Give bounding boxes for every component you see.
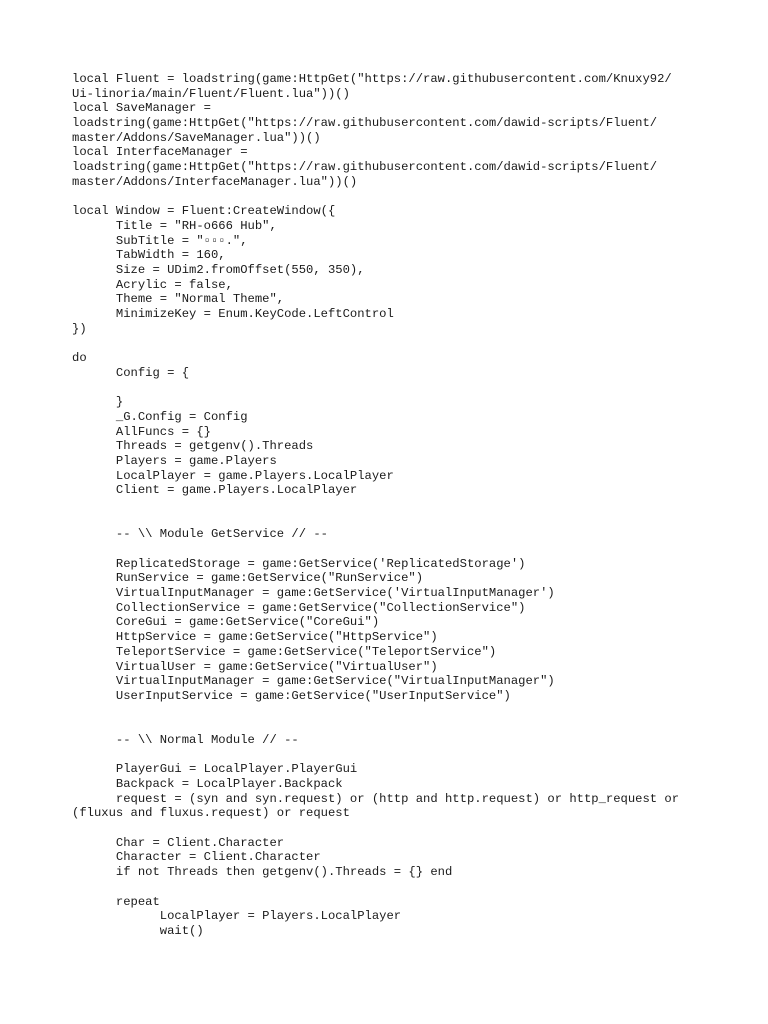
code-line: master/Addons/SaveManager.lua"))() xyxy=(72,130,321,145)
code-line: local Window = Fluent:CreateWindow({ xyxy=(72,204,336,219)
code-line: UserInputService = game:GetService("UserInputService") xyxy=(72,688,511,703)
code-line: Config = { xyxy=(72,365,190,380)
code-line: Size = UDim2.fromOffset(550, 350), xyxy=(72,262,365,277)
code-line: request = (syn and syn.request) or (http and http.request) or http_request or xyxy=(72,791,680,806)
code-line: LocalPlayer = game.Players.LocalPlayer xyxy=(72,468,394,483)
code-line xyxy=(72,542,732,557)
code-line xyxy=(72,336,732,351)
code-line: ReplicatedStorage = game:GetService('ReplicatedStorage') xyxy=(72,556,526,571)
code-line: Players = game.Players xyxy=(72,453,277,468)
code-line: Char = Client.Character xyxy=(72,835,285,850)
code-line: PlayerGui = LocalPlayer.PlayerGui xyxy=(72,762,358,777)
code-line: } xyxy=(72,395,124,410)
code-line xyxy=(72,704,732,719)
code-line: local Fluent = loadstring(game:HttpGet("https://raw.githubusercontent.com/Knuxy92/ xyxy=(72,72,672,86)
code-line: VirtualUser = game:GetService("VirtualUser") xyxy=(72,659,438,674)
code-line: repeat xyxy=(72,894,160,909)
code-line: }) xyxy=(72,321,87,336)
code-line: TabWidth = 160, xyxy=(72,248,226,263)
code-line: local SaveManager = xyxy=(72,101,211,116)
code-line xyxy=(72,821,732,836)
code-line: do xyxy=(72,351,87,366)
code-line: loadstring(game:HttpGet("https://raw.githubusercontent.com/dawid-scripts/Fluent/ xyxy=(72,160,658,175)
code-line: (fluxus and fluxus.request) or request xyxy=(72,806,350,821)
code-listing xyxy=(72,72,732,939)
code-line: AllFuncs = {} xyxy=(72,424,211,439)
code-line: MinimizeKey = Enum.KeyCode.LeftControl xyxy=(72,307,394,321)
code-line: Theme = "Normal Theme", xyxy=(72,292,285,307)
code-line: SubTitle = "▫▫▫.", xyxy=(72,233,248,248)
code-line: wait() xyxy=(72,923,204,938)
code-line: Client = game.Players.LocalPlayer xyxy=(72,483,358,498)
code-line: Backpack = LocalPlayer.Backpack xyxy=(72,777,343,791)
code-line: TeleportService = game:GetService("TeleportService") xyxy=(72,644,497,659)
code-line xyxy=(72,498,732,513)
code-line: LocalPlayer = Players.LocalPlayer xyxy=(72,909,402,924)
code-line xyxy=(72,718,732,733)
code-line xyxy=(72,380,732,395)
code-line: HttpService = game:GetService("HttpService") xyxy=(72,630,438,645)
code-line: VirtualInputManager = game:GetService('VirtualInputManager') xyxy=(72,586,555,601)
code-line: Acrylic = false, xyxy=(72,277,233,292)
code-line: CollectionService = game:GetService("CollectionService") xyxy=(72,600,526,615)
code-line: _G.Config = Config xyxy=(72,409,248,424)
code-line xyxy=(72,190,732,205)
code-line: RunService = game:GetService("RunService") xyxy=(72,571,424,586)
code-line: Threads = getgenv().Threads xyxy=(72,439,314,454)
code-line: Ui-linoria/main/Fluent/Fluent.lua"))() xyxy=(72,86,350,101)
code-line: -- \\ Normal Module // -- xyxy=(72,732,299,747)
code-line: loadstring(game:HttpGet("https://raw.githubusercontent.com/dawid-scripts/Fluent/ xyxy=(72,116,658,131)
code-line xyxy=(72,880,732,895)
code-line: VirtualInputManager = game:GetService("VirtualInputManager") xyxy=(72,674,555,689)
code-line: Title = "RH-o666 Hub", xyxy=(72,218,277,233)
code-line: local InterfaceManager = xyxy=(72,145,248,160)
code-line: Character = Client.Character xyxy=(72,850,321,865)
code-line: if not Threads then getgenv().Threads = {} end xyxy=(72,865,453,880)
code-line: master/Addons/InterfaceManager.lua"))() xyxy=(72,174,358,189)
code-line xyxy=(72,513,732,528)
code-line xyxy=(72,748,732,763)
code-line: -- \\ Module GetService // -- xyxy=(72,527,328,542)
code-line: CoreGui = game:GetService("CoreGui") xyxy=(72,615,380,630)
